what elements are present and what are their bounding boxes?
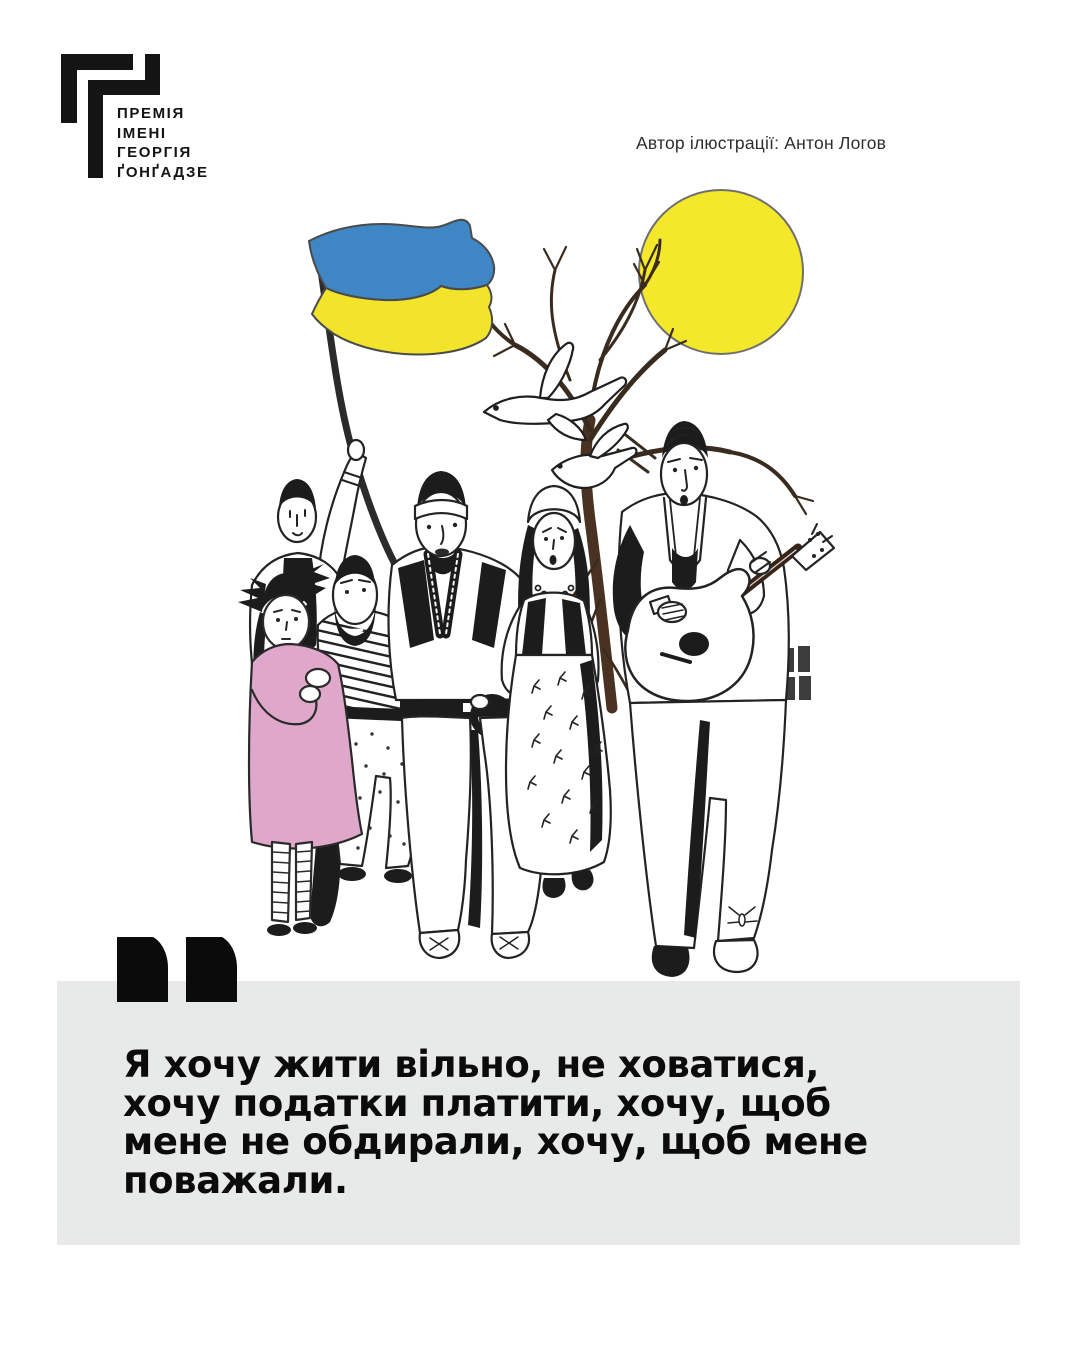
prize-logo-mark bbox=[61, 54, 160, 178]
quote-line: поважали. bbox=[123, 1158, 348, 1202]
quote-line: хочу податки платити, хочу, щоб bbox=[123, 1081, 831, 1125]
dove bbox=[484, 343, 626, 440]
prize-logo-line: ПРЕМІЯ bbox=[117, 105, 185, 122]
sun bbox=[639, 190, 803, 354]
prize-logo-line: ҐОНҐАДЗЕ bbox=[117, 163, 209, 181]
prize-logo-line: ІМЕНІ bbox=[117, 124, 167, 142]
flag-blue-stripe bbox=[309, 220, 494, 300]
illustration-credit: Автор ілюстрації: Антон Логов bbox=[636, 133, 887, 153]
quote-line: мене не обдирали, хочу, щоб мене bbox=[123, 1120, 868, 1163]
quote-line: Я хочу жити вільно, не ховатися, bbox=[123, 1043, 820, 1086]
quote-mark bbox=[117, 937, 237, 1002]
prize-logo-line: ГЕОРГІЯ bbox=[117, 144, 192, 161]
